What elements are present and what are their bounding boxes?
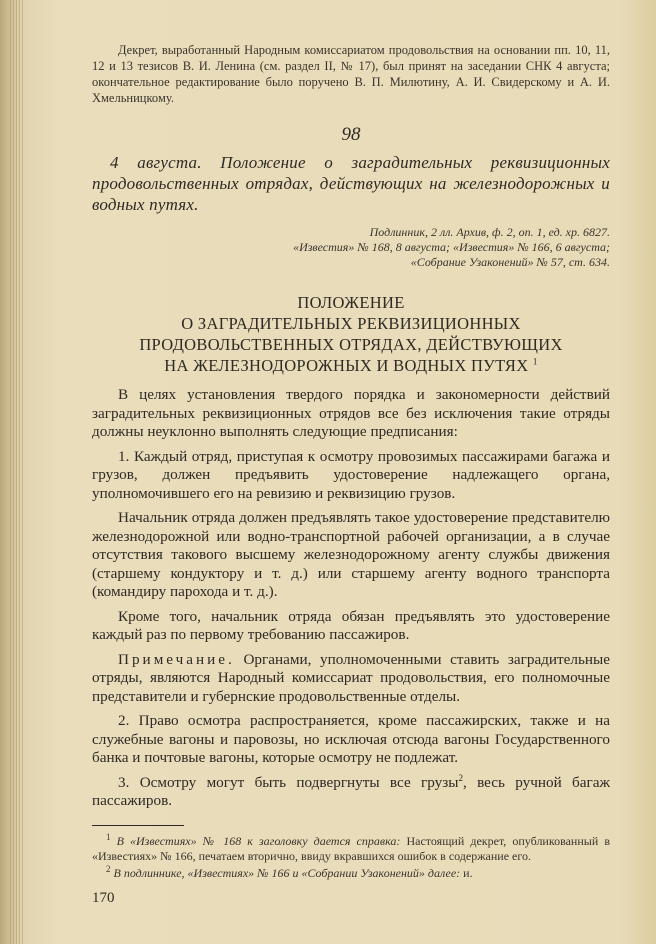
decree-heading: [92, 292, 610, 376]
source-line: Подлинник, 2 лл. Архив, ф. 2, оп. 1, ед. хр. 6827.: [369, 225, 610, 239]
footnote-divider: [92, 825, 184, 826]
heading-line: О ЗАГРАДИТЕЛЬНЫХ РЕКВИЗИЦИОННЫХ: [181, 314, 521, 333]
note-label: Примечание.: [118, 650, 235, 668]
footnote-1: $^1$ В «Известиях» № 168 к заголовку дается справка: Настоящий декрет, опубликованный в «Известиях» № 166, печатаем вторично, ввиду вкравшихся ошибок в содержание его.: [92, 831, 610, 863]
source-reference: [92, 225, 610, 270]
paragraph-item-1: 1. Каждый отряд, приступая к осмотру провозимых пассажирами багажа и грузов, должен предъявить удостоверение надлежащего органа, уполномочившего его на ревизию и реквизицию грузов.: [92, 447, 610, 502]
paragraph-note: Примечание. Органами, уполномоченными ставить заградительные отряды, являются Народный комиссариат продовольствия, его полномочные представители и губернские продовольственные отделы.: [92, 650, 610, 705]
heading-line: ПРОДОВОЛЬСТВЕННЫХ ОТРЯДАХ, ДЕЙСТВУЮЩИХ: [139, 335, 563, 354]
intro-note: Декрет, выработанный Народным комиссариатом продовольствия на основании пп. 10, 11, 12 и 13 тезисов В. И. Ленина (см. раздел II, № 17), был принят на заседании СНК 4 августа; окончательное редактирование было поручено В. П. Милютину, А. И. Свидерскому и А. И. Хмельницкому.: [92, 43, 610, 105]
heading-line: ПОЛОЖЕНИЕ: [297, 293, 405, 312]
source-line: «Известия» № 168, 8 августа; «Известия» № 166, 6 августа;: [293, 240, 610, 254]
document-number: 98: [341, 124, 361, 145]
footnote-mark: 2: [458, 772, 463, 783]
page-number: 170: [92, 890, 115, 906]
paragraph-chief-certificate: Начальник отряда должен предъявлять такое удостоверение представителю железнодорожной или водно-транспортной рабочей организации, а в случае отсутствия такового высшему железнодорожному агенту службы движения (старшему кондуктору и т. д.) или старшему агенту водного транспорта (командиру парохода и т. д.).: [92, 509, 610, 600]
page-content: [92, 42, 610, 883]
heading-line: НА ЖЕЛЕЗНОДОРОЖНЫХ И ВОДНЫХ ПУТЯХ $^1$: [164, 356, 538, 375]
source-line: «Собрание Узаконений» № 57, ст. 634.: [410, 255, 610, 269]
book-spine-edge: [10, 0, 24, 944]
paragraph-passenger-request: Кроме того, начальник отряда обязан предъявлять это удостоверение каждый раз по первому требованию пассажиров.: [92, 607, 610, 643]
document-title: 4 августа. Положение о заградительных реквизиционных продовольственных отрядах, действующих на железнодорожных и водных путях.: [92, 153, 610, 214]
footnote-2: $^2$ В подлиннике, «Известиях» № 166 и «Собрании Узаконений» далее: и.: [106, 863, 473, 880]
footnote-mark: 1: [532, 356, 538, 367]
paragraph-item-2: 2. Право осмотра распространяется, кроме пассажирских, также и на служебные вагоны и паровозы, но исключая отсюда вагоны Государственного банка и почтовые вагоны, которые осмотру не подлежат.: [92, 712, 610, 766]
paragraph-preamble: В целях установления твердого порядка и закономерности действий заградительных реквизиционных отрядов все без исключения такие отряды должны неуклонно выполнять следующие предписания:: [92, 386, 610, 440]
paragraph-item-3: 3. Осмотру могут быть подвергнуты все грузы$^2$, весь ручной багаж пассажиров.: [92, 772, 610, 809]
